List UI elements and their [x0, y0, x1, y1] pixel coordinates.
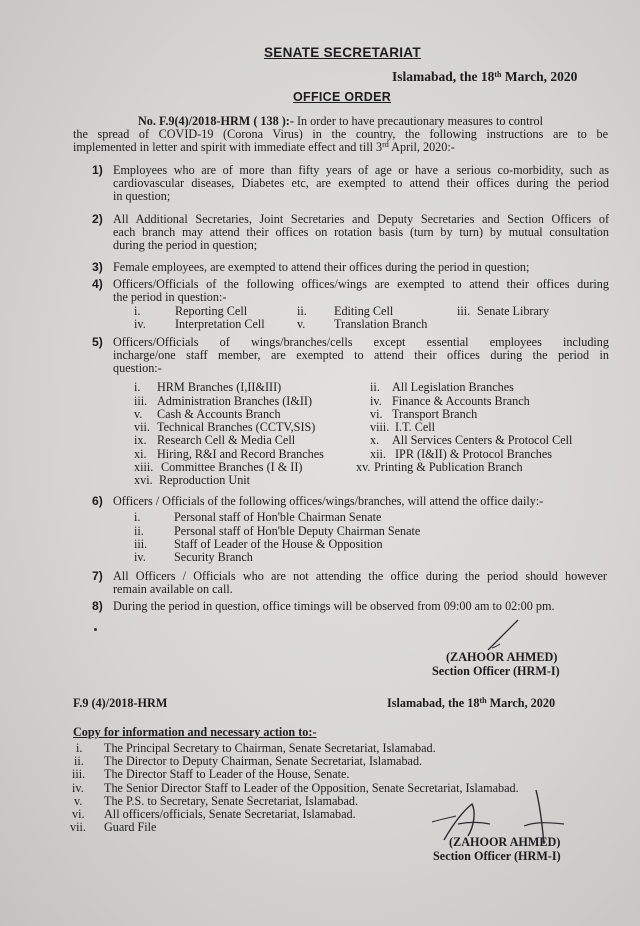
list-item-number: iv. [134, 317, 146, 331]
list-item: Printing & Publication Branch [374, 460, 523, 474]
list-item-number: iii. [457, 304, 471, 318]
item-8-line-1: During the period in question, office timings will be observed from 09:00 am to 02:00 pm. [113, 599, 555, 613]
list-item: All Legislation Branches [392, 380, 514, 394]
signatory-name: (ZAHOOR AHMED) [446, 650, 558, 664]
org-heading: SENATE SECRETARIAT [264, 45, 421, 60]
list-item-number: xiii. [134, 460, 154, 474]
item-4-line-2: the period in question:- [113, 290, 227, 304]
copy-item-number: vii. [70, 820, 86, 834]
list-item: Interpretation Cell [175, 317, 265, 331]
list-item-number: iv. [134, 550, 146, 564]
item-number: 1) [92, 163, 103, 177]
list-item: I.T. Cell [395, 420, 436, 434]
item-number: 2) [92, 212, 103, 226]
copy-item: The Senior Director Staff to Leader of the Opposition, Senate Secretariat, Islamabad. [104, 781, 519, 795]
list-item: Reproduction Unit [159, 473, 251, 487]
copy-item-number: i. [76, 741, 83, 755]
list-item: Administration Branches (I&II) [157, 394, 313, 408]
copy-item-number: iii. [72, 767, 86, 781]
list-item-number: i. [134, 510, 141, 524]
list-item-number: xi. [134, 447, 147, 461]
item-7-line-2: remain available on call. [113, 582, 233, 596]
copy-item-number: iv. [72, 781, 84, 795]
signature-mark [486, 618, 522, 654]
item-number: 8) [92, 599, 103, 613]
list-item-number: iv. [370, 394, 382, 408]
list-item-number: vii. [134, 420, 150, 434]
intro-line-2: the spread of COVID-19 (Corona Virus) in the country, the following instructions are to be [73, 127, 608, 141]
list-item-number: ii. [134, 524, 144, 538]
copy-item-number: ii. [74, 754, 84, 768]
footer-date: Islamabad, the 18th March, 2020 [387, 696, 556, 710]
list-item-number: iii. [134, 537, 148, 551]
list-item: Transport Branch [392, 407, 478, 421]
item-number: 4) [92, 277, 103, 291]
list-item: Research Cell & Media Cell [157, 433, 296, 447]
list-item-number: v. [297, 317, 306, 331]
list-item-number: xii. [370, 447, 386, 461]
list-item-number: ii. [297, 304, 307, 318]
list-item-number: iii. [134, 394, 148, 408]
item-2-line-1: All Additional Secretaries, Joint Secretaries and Deputy Secretaries and Section Officers of [113, 212, 609, 226]
ink-dot [94, 628, 97, 631]
header-date: Islamabad, the 18th March, 2020 [392, 69, 578, 84]
list-item: Reporting Cell [175, 304, 248, 318]
list-item: Personal staff of Hon'ble Chairman Senate [174, 510, 382, 524]
list-item: Editing Cell [334, 304, 394, 318]
list-item-number: ii. [370, 380, 380, 394]
copy-item: The P.S. to Secretary, Senate Secretariat, Islamabad. [104, 794, 359, 808]
copy-item: The Director Staff to Leader of the House, Senate. [104, 767, 350, 781]
item-number: 3) [92, 260, 103, 274]
list-item: Senate Library [477, 304, 550, 318]
list-item: Staff of Leader of the House & Opposition [174, 537, 383, 551]
list-item: Committee Branches (I & II) [161, 460, 303, 474]
signatory-name: (ZAHOOR AHMED) [449, 835, 561, 849]
list-item-number: v. [134, 407, 143, 421]
copy-item-number: v. [74, 794, 83, 808]
list-item: Personal staff of Hon'ble Deputy Chairman Senate [174, 524, 421, 538]
item-1-line-2: cardiovascular diseases, Diabetes etc, are exempted to attend their offices during the period [113, 176, 609, 190]
office-order-title: OFFICE ORDER [293, 90, 392, 104]
list-item: Cash & Accounts Branch [157, 407, 281, 421]
list-item: HRM Branches (I,II&III) [157, 380, 282, 394]
list-item: Hiring, R&I and Record Branches [157, 447, 324, 461]
item-number: 5) [92, 335, 103, 349]
item-4-line-1: Officers/Officials of the following offices/wings are exempted to attend their offices during [113, 277, 609, 291]
list-item-number: i. [134, 304, 141, 318]
item-7-line-1: All Officers / Officials who are not attending the office during the period should however [113, 569, 607, 583]
list-item: Technical Branches (CCTV,SIS) [157, 420, 316, 434]
copy-heading: Copy for information and necessary action to:- [73, 725, 317, 739]
list-item-number: vi. [370, 407, 383, 421]
list-item: All Services Centers & Protocol Cell [392, 433, 573, 447]
item-1-line-3: in question; [113, 189, 171, 203]
list-item: Security Branch [174, 550, 253, 564]
item-2-line-2: each branch may attend their offices on rotation basis (turn by turn) by mutual consultation [113, 225, 609, 239]
item-6-line-1: Officers / Officials of the following offices/wings/branches, will attend the office daily:- [113, 494, 544, 508]
item-5-line-2: incharge/one staff member, are exempted to attend their offices during the period in [113, 348, 609, 362]
copy-item-number: vi. [72, 807, 85, 821]
footer-ref: F.9 (4)/2018-HRM [73, 696, 168, 710]
list-item-number: x. [370, 433, 380, 447]
list-item-number: i. [134, 380, 141, 394]
list-item-number: xvi. [134, 473, 153, 487]
item-1-line-1: Employees who are of more than fifty years of age or have a serious co-morbidity, such as [113, 163, 609, 177]
intro-line-3: implemented in letter and spirit with immediate effect and till 3rd April, 2020:- [73, 140, 455, 154]
item-5-line-3: question:- [113, 361, 162, 375]
copy-item: The Principal Secretary to Chairman, Senate Secretariat, Islamabad. [104, 741, 436, 755]
signatory-designation: Section Officer (HRM-I) [432, 664, 560, 678]
list-item-number: viii. [370, 420, 390, 434]
copy-item: The Director to Deputy Chairman, Senate Secretariat, Islamabad. [104, 754, 423, 768]
item-5-line-1: Officers/Officials of wings/branches/cells except essential employees including [113, 335, 609, 349]
copy-item: All officers/officials, Senate Secretariat, Islamabad. [104, 807, 356, 821]
list-item: IPR (I&II) & Protocol Branches [395, 447, 553, 461]
copy-item: Guard File [104, 820, 157, 834]
list-item-number: xv. [356, 460, 371, 474]
item-3-line-1: Female employees, are exempted to attend their offices during the period in question; [113, 260, 530, 274]
list-item-number: ix. [134, 433, 147, 447]
list-item: Translation Branch [334, 317, 428, 331]
signatory-designation: Section Officer (HRM-I) [433, 849, 561, 863]
list-item: Finance & Accounts Branch [392, 394, 530, 408]
item-2-line-3: during the period in question; [113, 238, 258, 252]
item-number: 6) [92, 494, 103, 508]
item-number: 7) [92, 569, 103, 583]
intro-line-1: No. F.9(4)/2018-HRM ( 138 ):- In order to have precautionary measures to control [138, 114, 544, 128]
